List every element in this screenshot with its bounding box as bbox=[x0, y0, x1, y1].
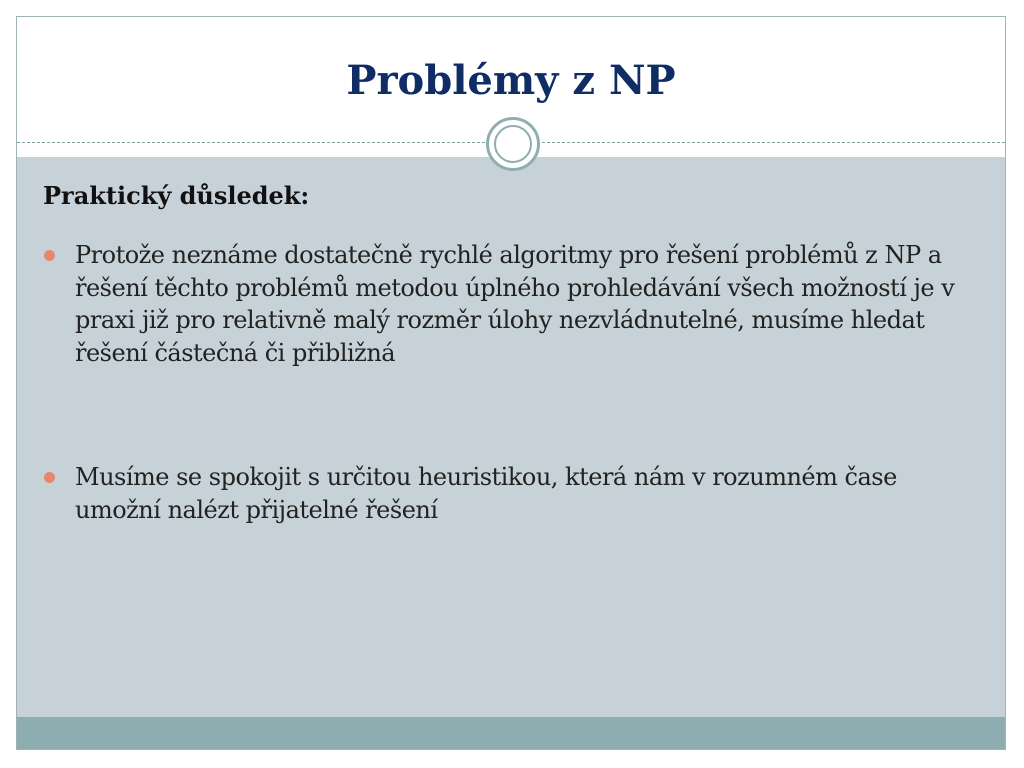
slide bbox=[16, 16, 1006, 750]
bullet-item bbox=[43, 239, 973, 369]
footer-bar bbox=[17, 717, 1005, 750]
bullet-dot-icon bbox=[44, 250, 55, 261]
bullet-item bbox=[43, 461, 973, 526]
slide-title: Problémy z NP bbox=[346, 57, 676, 104]
bullet-list bbox=[43, 239, 973, 526]
subheading: Praktický důsledek: bbox=[43, 181, 310, 210]
bullet-text: Musíme se spokojit s určitou heuristikou, která nám v rozumném čase umožní nalézt přijatelné řešení bbox=[75, 463, 897, 524]
bullet-text: Protože neznáme dostatečně rychlé algoritmy pro řešení problémů z NP a řešení těchto problémů metodou úplného prohledávání všech možností je v praxi již pro relativně malý rozměr úlohy nezvládnutelné, musíme hledat řešení částečná či přibližná bbox=[75, 241, 955, 367]
ring-icon bbox=[486, 117, 540, 171]
ring-inner-icon bbox=[494, 125, 532, 163]
bullet-dot-icon bbox=[44, 472, 55, 483]
